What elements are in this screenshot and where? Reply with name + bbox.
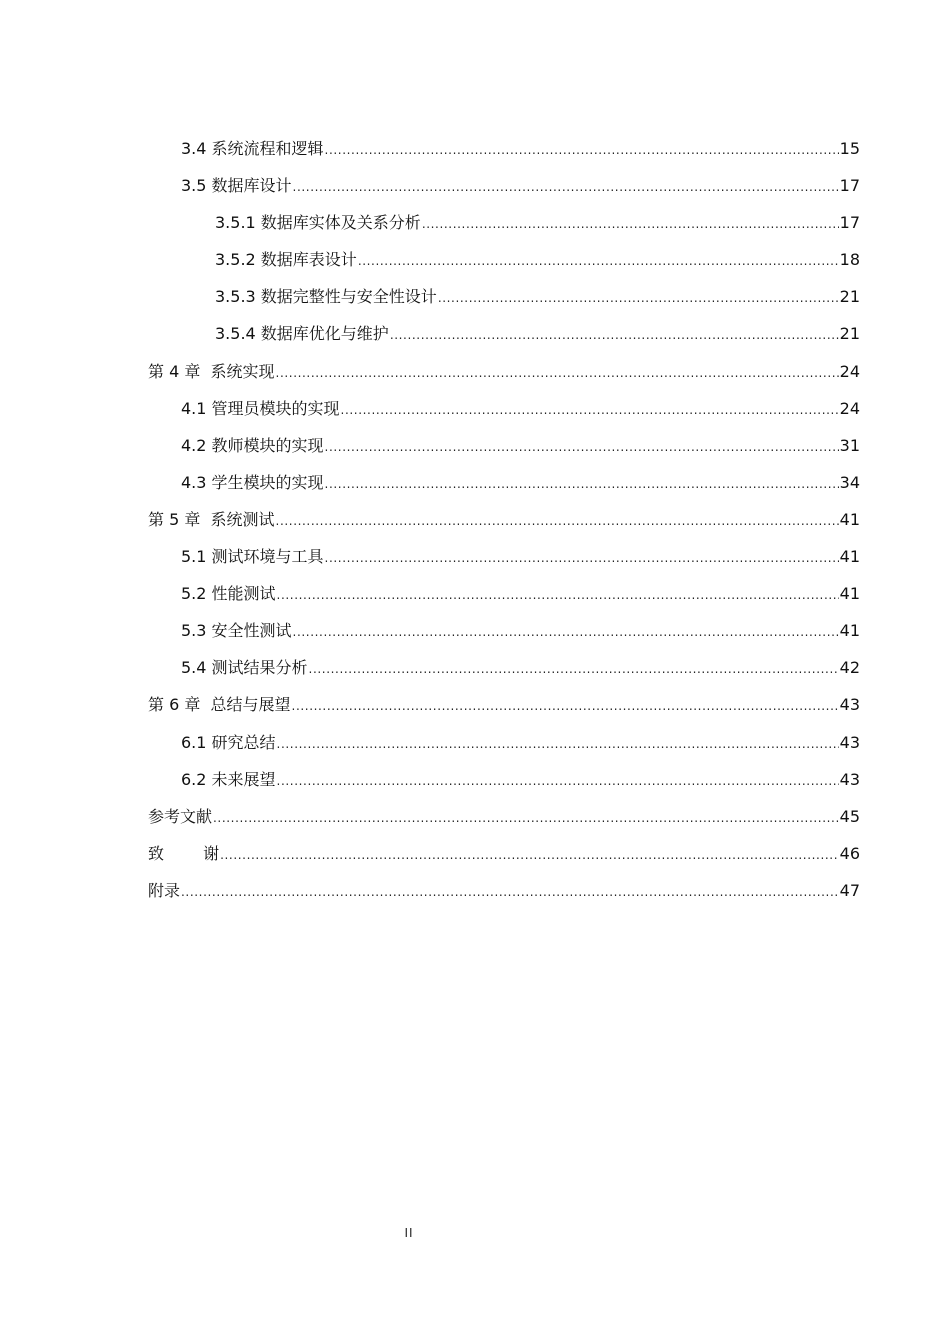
toc-entry[interactable] xyxy=(148,507,860,544)
toc-entry[interactable] xyxy=(148,321,860,358)
toc-entry[interactable] xyxy=(148,396,860,433)
toc-entry-page: 41 xyxy=(839,621,860,641)
toc-entry-label: 5.4 测试结果分析 xyxy=(181,658,308,678)
toc-entry-label: 5.3 安全性测试 xyxy=(181,621,292,641)
toc-entry-page: 43 xyxy=(839,732,860,752)
toc-entry[interactable] xyxy=(148,136,860,173)
dot-leader xyxy=(292,693,839,719)
dot-leader xyxy=(438,285,839,311)
dot-leader xyxy=(276,360,839,386)
dot-leader xyxy=(422,211,839,237)
toc-entry-label: 4.1 管理员模块的实现 xyxy=(181,398,340,418)
toc-entry[interactable] xyxy=(148,655,860,692)
toc-entry[interactable] xyxy=(148,470,860,507)
toc-entry-label: 3.5.3 数据完整性与安全性设计 xyxy=(215,287,437,307)
toc-entry-page: 43 xyxy=(839,695,860,715)
toc-entry[interactable] xyxy=(148,692,860,729)
toc-entry-page: 42 xyxy=(839,658,860,678)
page-number: II xyxy=(404,1226,414,1240)
toc-entry-page: 24 xyxy=(839,361,860,381)
toc-entry-page: 24 xyxy=(839,398,860,418)
toc-entry[interactable] xyxy=(148,247,860,284)
toc-entry-page: 31 xyxy=(839,435,860,455)
toc-entry-label: 第 4 章 系统实现 xyxy=(148,361,275,381)
toc-entry[interactable] xyxy=(148,544,860,581)
dot-leader xyxy=(325,434,839,460)
toc-entry-page: 17 xyxy=(839,176,860,196)
dot-leader xyxy=(341,397,839,423)
toc-entry-label: 附录 xyxy=(148,880,181,900)
toc-entry-label: 3.5.1 数据库实体及关系分析 xyxy=(215,213,421,233)
dot-leader xyxy=(293,174,839,200)
toc-entry-label: 参考文献 xyxy=(148,806,213,826)
toc-entry-page: 34 xyxy=(839,472,860,492)
dot-leader xyxy=(390,322,839,348)
toc-entry-page: 45 xyxy=(839,806,860,826)
dot-leader xyxy=(220,842,839,868)
dot-leader xyxy=(277,582,839,608)
toc-entry-page: 41 xyxy=(839,509,860,529)
dot-leader xyxy=(358,248,839,274)
dot-leader xyxy=(276,508,839,534)
toc-entry[interactable] xyxy=(148,210,860,247)
toc-entry-page: 41 xyxy=(839,584,860,604)
toc-entry-label: 6.1 研究总结 xyxy=(181,732,276,752)
toc-entry-page: 15 xyxy=(839,139,860,158)
toc-entry-label: 5.1 测试环境与工具 xyxy=(181,547,324,567)
dot-leader xyxy=(325,137,839,163)
dot-leader xyxy=(325,545,839,571)
toc-entry-label: 4.3 学生模块的实现 xyxy=(181,472,324,492)
dot-leader xyxy=(213,805,839,831)
toc-entry-label: 4.2 教师模块的实现 xyxy=(181,435,324,455)
toc-entry-page: 21 xyxy=(839,287,860,307)
toc-entry[interactable] xyxy=(148,618,860,655)
toc-entry[interactable] xyxy=(148,878,860,915)
dot-leader xyxy=(181,879,839,905)
toc-entry[interactable] xyxy=(148,173,860,210)
toc-entry-page: 43 xyxy=(839,769,860,789)
toc-entry-page: 47 xyxy=(839,880,860,900)
toc-entry[interactable] xyxy=(148,284,860,321)
table-of-contents xyxy=(148,136,860,915)
dot-leader xyxy=(309,656,839,682)
dot-leader xyxy=(293,619,839,645)
toc-entry-page: 18 xyxy=(839,250,860,270)
toc-entry-label: 第 5 章 系统测试 xyxy=(148,509,275,529)
toc-entry-label: 6.2 未来展望 xyxy=(181,769,276,789)
toc-entry-label: 致 谢 xyxy=(148,843,220,863)
toc-entry[interactable] xyxy=(148,767,860,804)
dot-leader xyxy=(277,768,839,794)
toc-entry[interactable] xyxy=(148,804,860,841)
toc-entry-label: 3.5 数据库设计 xyxy=(181,176,292,196)
dot-leader xyxy=(325,471,839,497)
toc-entry-label: 3.5.4 数据库优化与维护 xyxy=(215,324,389,344)
toc-entry[interactable] xyxy=(148,730,860,767)
toc-entry[interactable] xyxy=(148,433,860,470)
toc-entry-page: 46 xyxy=(839,843,860,863)
toc-entry-page: 41 xyxy=(839,547,860,567)
toc-entry-page: 21 xyxy=(839,324,860,344)
dot-leader xyxy=(277,731,839,757)
toc-entry-label: 3.5.2 数据库表设计 xyxy=(215,250,357,270)
toc-entry[interactable] xyxy=(148,841,860,878)
toc-entry-label: 3.4 系统流程和逻辑 xyxy=(181,139,324,158)
toc-entry-label: 5.2 性能测试 xyxy=(181,584,276,604)
toc-entry-page: 17 xyxy=(839,213,860,233)
toc-entry[interactable] xyxy=(148,359,860,396)
toc-entry-label: 第 6 章 总结与展望 xyxy=(148,695,291,715)
toc-entry[interactable] xyxy=(148,581,860,618)
